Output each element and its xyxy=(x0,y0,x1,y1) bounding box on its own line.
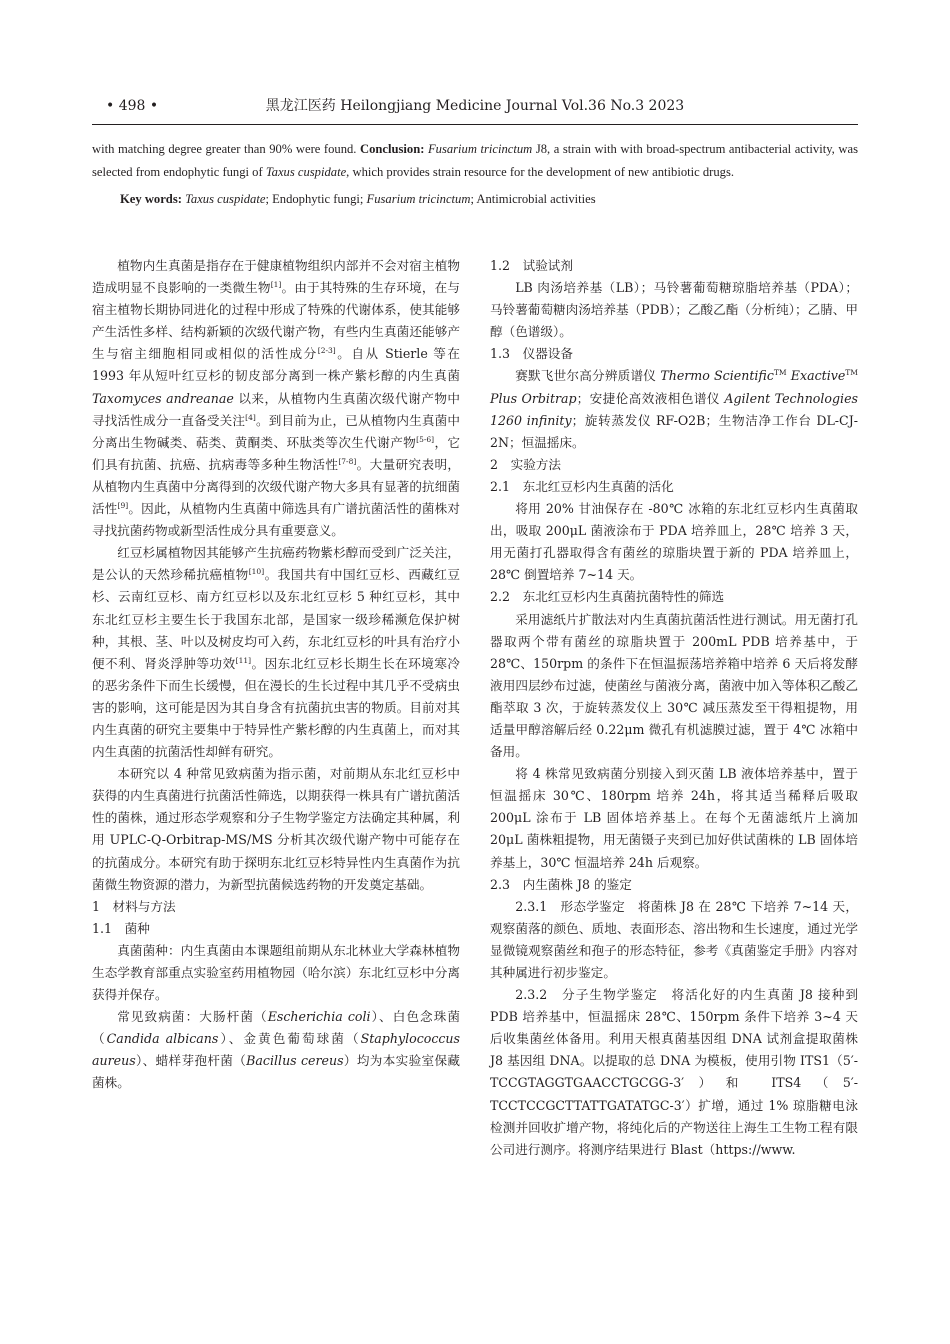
section-heading-2: 2 实验方法 xyxy=(490,456,561,472)
screening-paragraph-2: 将 4 株常见致病菌分别接入到灭菌 LB 液体培养基中，置于恒温摇床 30℃、180rpm 培养 24h，将其适当稀释后吸取 200μL 涂布于 LB 固体培养基上。在每个无菌滤纸片上滴加 20μL 菌株粗提物，用无菌镊子夹到已加好供试菌株的 LB 固体培养基上，30℃ 恒温培养 24h 后观察。 xyxy=(490,766,858,870)
activation-paragraph: 将用 20% 甘油保存在 -80℃ 冰箱的东北红豆杉内生真菌取出，吸取 200μL 菌液涂布于 PDA 培养皿上，28℃ 培养 3 天，用无菌打孔器取得含有菌丝的琼脂块置于新的 PDA 培养皿上，28℃ 倒置培养 7~14 天。 xyxy=(490,501,858,583)
section-heading-2-2: 2.2 东北红豆杉内生真菌抗菌特性的筛选 xyxy=(490,589,725,605)
morphology-paragraph: 2.3.1 形态学鉴定 将菌株 J8 在 28℃ 下培养 7~14 天，观察菌落的颜色、质地、表面形态、溶出物和生长速度，通过光学显微镜观察菌丝和孢子的形态特征，参考《真菌鉴定手册》内容对其种属进行初步鉴定。 xyxy=(490,898,858,980)
section-heading-1-3: 1.3 仪器设备 xyxy=(490,346,573,362)
left-column xyxy=(92,255,460,1095)
keywords: Key words: Taxus cuspidate; Endophytic fungi; Fusarium tricinctum; Antimicrobial activities xyxy=(120,192,596,206)
intro-paragraph-2: 红豆杉属植物因其能够产生抗癌药物紫杉醇而受到广泛关注，是公认的天然珍稀抗癌植物[10]。我国共有中国红豆杉、西藏红豆杉、云南红豆杉、南方红豆杉以及东北红豆杉 5 种红豆杉，其中东北红豆杉主要生长于我国东北部，是国家一级珍稀濒危保护树种，其根、茎、叶以及树皮均可入药，东北红豆杉的叶具有治疗小便不利、肾炎浮肿等功效[11]。因东北红豆杉长期生长在环境寒冷的恶劣条件下而生长缓慢，但在漫长的生长过程中其几乎不受病虫害的影响，这可能是因为其自身含有抗菌抗虫害的物质。目前对其内生真菌的研究主要集中于特异性产紫杉醇的内生真菌上，而对其内生真菌的抗菌活性却鲜有研究。 xyxy=(92,545,461,760)
section-heading-1-1: 1.1 菌种 xyxy=(92,920,150,936)
strain-paragraph: 真菌菌种：内生真菌由本课题组前期从东北林业大学森林植物生态学教育部重点实验室药用植物园（哈尔滨）东北红豆杉中分离获得并保存。 xyxy=(92,942,460,1003)
running-header xyxy=(92,94,858,118)
page-number: • 498 • xyxy=(106,98,159,114)
instruments-paragraph: 赛默飞世尔高分辨质谱仪 Thermo Scientific™ Exactive™ Plus Orbitrap；安捷伦高效液相色谱仪 Agilent Technologies 1260 infinity；旋转蒸发仪 RF-O2B；生物洁净工作台 DL-CJ-2N；恒温摇床。 xyxy=(490,368,858,450)
intro-paragraph-3: 本研究以 4 种常见致病菌为指示菌，对前期从东北红豆杉中获得的内生真菌进行抗菌活性筛选，以期获得一株具有广谱抗菌活性的菌株，通过形态学观察和分子生物学鉴定方法确定其种属，利用 UPLC-Q-Orbitrap-MS/MS 分析其次级代谢产物中可能存在的抗菌成分。本研究有助于探明东北红豆杉特异性内生真菌作为抗菌微生物资源的潜力，为新型抗菌候选药物的开发奠定基础。 xyxy=(92,766,460,892)
pathogen-paragraph: 常见致病菌：大肠杆菌（Escherichia coli）、白色念珠菌（Candida albicans）、金黄色葡萄球菌（Staphylococcus aureus）、蜡样芽孢杆菌（Bacillus cereus）均为本实验室保藏菌株。 xyxy=(92,1009,461,1091)
abstract-text: with matching degree greater than 90% were found. Conclusion: Fusarium tricinctum J8, a strain with with broad-spectrum antibacterial activity, was selected from endophytic fungi of Taxus cuspidate, which provides strain resource for the development of new antibiotic drugs. xyxy=(92,142,858,179)
english-abstract xyxy=(92,138,858,211)
intro-paragraph-1: 植物内生真菌是指存在于健康植物组织内部并不会对宿主植物造成明显不良影响的一类微生物[1]。由于其特殊的生存环境，在与宿主植物长期协同进化的过程中形成了特殊的代谢体系，使其能够产生活性多样、结构新颖的次级代谢产物，有些内生真菌还能够产生与宿主细胞相同或相似的活性成分[2-3]。自从 Stierle 等在 1993 年从短叶红豆杉的韧皮部分离到一株产紫杉醇的内生真菌 Taxomyces andreanae 以来，从植物内生真菌次级代谢产物中寻找活性成分一直备受关注[4]。到目前为止，已从植物内生真菌中分离出生物碱类、萜类、黄酮类、环肽类等次生代谢产物[5-6]，它们具有抗菌、抗癌、抗病毒等多种生物活性[7-8]。大量研究表明，从植物内生真菌中分离得到的次级代谢产物大多具有显著的抗细菌活性[9]。因此，从植物内生真菌中筛选具有广谱抗菌活性的菌株对寻找抗菌药物或新型活性成分具有重要意义。 xyxy=(92,258,461,539)
section-heading-2-1: 2.1 东北红豆杉内生真菌的活化 xyxy=(490,478,674,494)
section-heading-2-3: 2.3 内生菌株 J8 的鉴定 xyxy=(490,876,632,892)
section-heading-1: 1 材料与方法 xyxy=(92,898,176,914)
reagents-paragraph: LB 肉汤培养基（LB）；马铃薯葡萄糖琼脂培养基（PDA）；马铃薯葡萄糖肉汤培养基（PDB）；乙酸乙酯（分析纯）；乙腈、甲醇（色谱级）。 xyxy=(490,280,858,340)
screening-paragraph-1: 采用滤纸片扩散法对内生真菌抗菌活性进行测试。用无菌打孔器取两个带有菌丝的琼脂块置于 200mL PDB 培养基中，于 28℃、150rpm 的条件下在恒温振荡培养箱中培养 6 天后将发酵液用四层纱布过滤，使菌丝与菌液分离，菌液中加入等体积乙酸乙酯萃取 3 次，于旋转蒸发仪上 30℃ 减压蒸发至干得粗提物，用适量甲醇溶解后经 0.22μm 微孔有机滤膜过滤，置于 4℃ 冰箱中备用。 xyxy=(490,611,858,760)
section-heading-1-2: 1.2 试验试剂 xyxy=(490,258,573,273)
molecular-paragraph: 2.3.2 分子生物学鉴定 将活化好的内生真菌 J8 接种到 PDB 培养基中，恒温摇床 28℃、150rpm 条件下培养 3~4 天后收集菌丝体备用。利用天根真菌基因组 DNA 试剂盒提取菌株 J8 基因组 DNA。以提取的总 DNA 为模板，使用引物 ITS1（5′-TCCGTAGGTGAACCTGCGG-3′）和 ITS4（5′-TCCTCCGCTTATTGATATGC-3′）扩增，通过 1% 琼脂糖电泳检测并回收扩增产物，将纯化后的产物送往上海生工生物工程有限公司进行测序。将测序结果进行 Blast（https://www. xyxy=(490,987,858,1157)
keywords-label: Key words: xyxy=(120,192,182,206)
journal-title: 黑龙江医药 Heilongjiang Medicine Journal Vol.36 No.3 2023 xyxy=(265,98,685,114)
header-rule xyxy=(92,124,858,125)
conclusion-label: Conclusion: xyxy=(360,142,425,156)
right-column xyxy=(490,255,858,1161)
